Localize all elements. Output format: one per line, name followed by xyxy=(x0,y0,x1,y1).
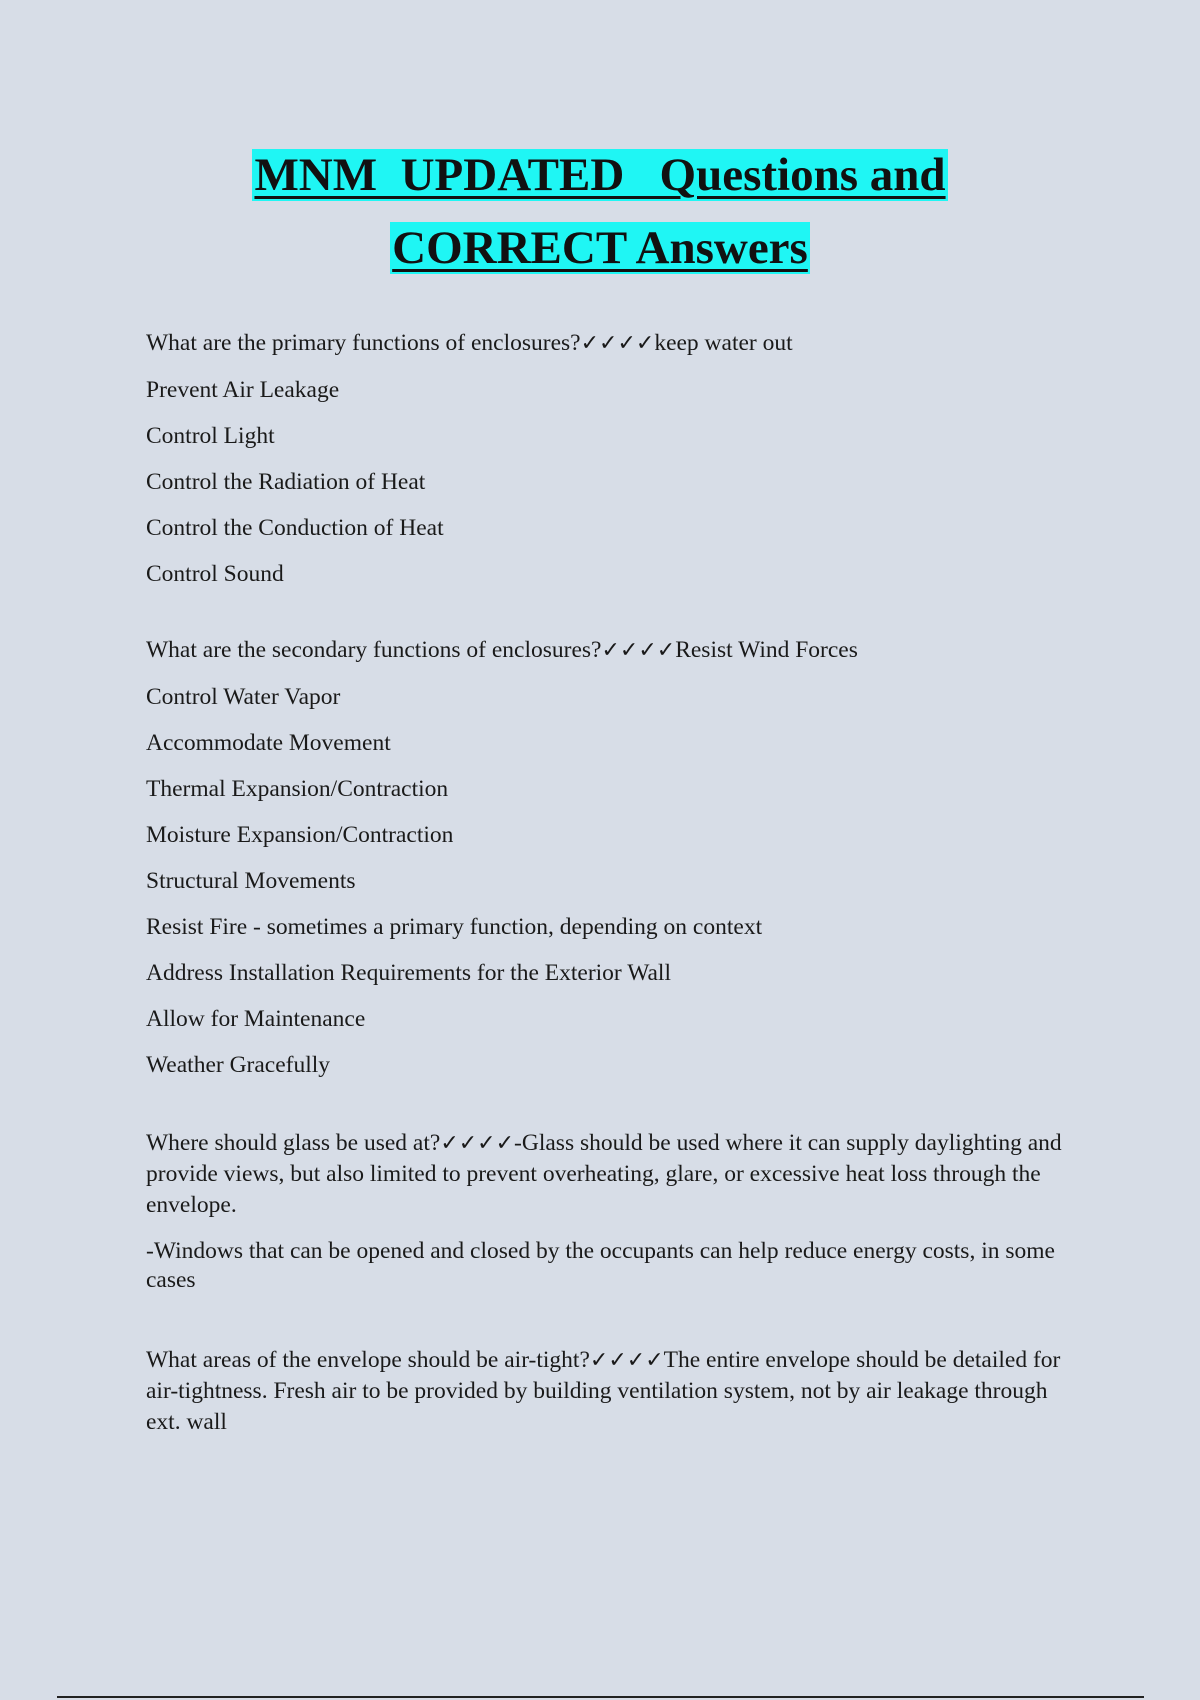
question-line xyxy=(146,637,1066,664)
answer-line: Address Installation Requirements for the Exterior Wall xyxy=(146,960,671,986)
question-paragraph xyxy=(146,1128,1066,1221)
title-line-1: MNM UPDATED Questions and xyxy=(254,149,946,201)
answer-line: Accommodate Movement xyxy=(146,730,391,756)
answer-first: The entire envelope should be detailed for air-tightness. Fresh air to be provided by building ventilation system, not by air leakage through ext. wall xyxy=(146,1347,1061,1435)
qa-block-glass-use xyxy=(146,1128,1066,1295)
qa-block-primary-functions xyxy=(146,330,1066,587)
answer-line: Control Light xyxy=(146,423,275,449)
document-title xyxy=(0,144,1200,290)
checkmarks-icon: ✓✓✓✓ xyxy=(589,1348,664,1373)
question-text: What areas of the envelope should be air-tight? xyxy=(146,1347,590,1373)
answer-line: Resist Fire - sometimes a primary function, depending on context xyxy=(146,914,763,940)
answer-first: Resist Wind Forces xyxy=(675,637,858,663)
checkmarks-icon: ✓✓✓✓ xyxy=(601,638,676,663)
checkmarks-icon: ✓✓✓✓ xyxy=(580,331,655,356)
qa-content xyxy=(146,330,1066,1454)
footer-divider xyxy=(57,1696,1144,1698)
answer-line: Weather Gracefully xyxy=(146,1052,331,1078)
answer-line: Control the Conduction of Heat xyxy=(146,515,444,541)
qa-block-air-tight xyxy=(146,1345,1066,1438)
question-text: What are the secondary functions of enclosures? xyxy=(146,637,602,663)
answer-line: Control Water Vapor xyxy=(146,684,341,710)
answer-line: Control the Radiation of Heat xyxy=(146,469,426,495)
answer-first: keep water out xyxy=(654,330,793,356)
title-line-2: CORRECT Answers xyxy=(392,222,808,274)
question-text: Where should glass be used at? xyxy=(146,1130,441,1156)
answer-line: Allow for Maintenance xyxy=(146,1006,366,1032)
qa-block-secondary-functions xyxy=(146,637,1066,1078)
answer-line: Structural Movements xyxy=(146,868,356,894)
answer-line: Prevent Air Leakage xyxy=(146,377,340,403)
checkmarks-icon: ✓✓✓✓ xyxy=(440,1131,515,1156)
answer-first: -Glass should be used where it can supply daylighting and provide views, but also limited to prevent overheating, glare, or excessive heat loss through the envelope. xyxy=(146,1130,1062,1218)
answer-line: Moisture Expansion/Contraction xyxy=(146,822,454,848)
question-line xyxy=(146,330,1066,357)
answer-line: Thermal Expansion/Contraction xyxy=(146,776,449,802)
answer-paragraph: -Windows that can be opened and closed by the occupants can help reduce energy costs, in some cases xyxy=(146,1238,1055,1293)
answer-line: Control Sound xyxy=(146,561,284,587)
question-paragraph xyxy=(146,1345,1066,1438)
question-text: What are the primary functions of enclosures? xyxy=(146,330,581,356)
